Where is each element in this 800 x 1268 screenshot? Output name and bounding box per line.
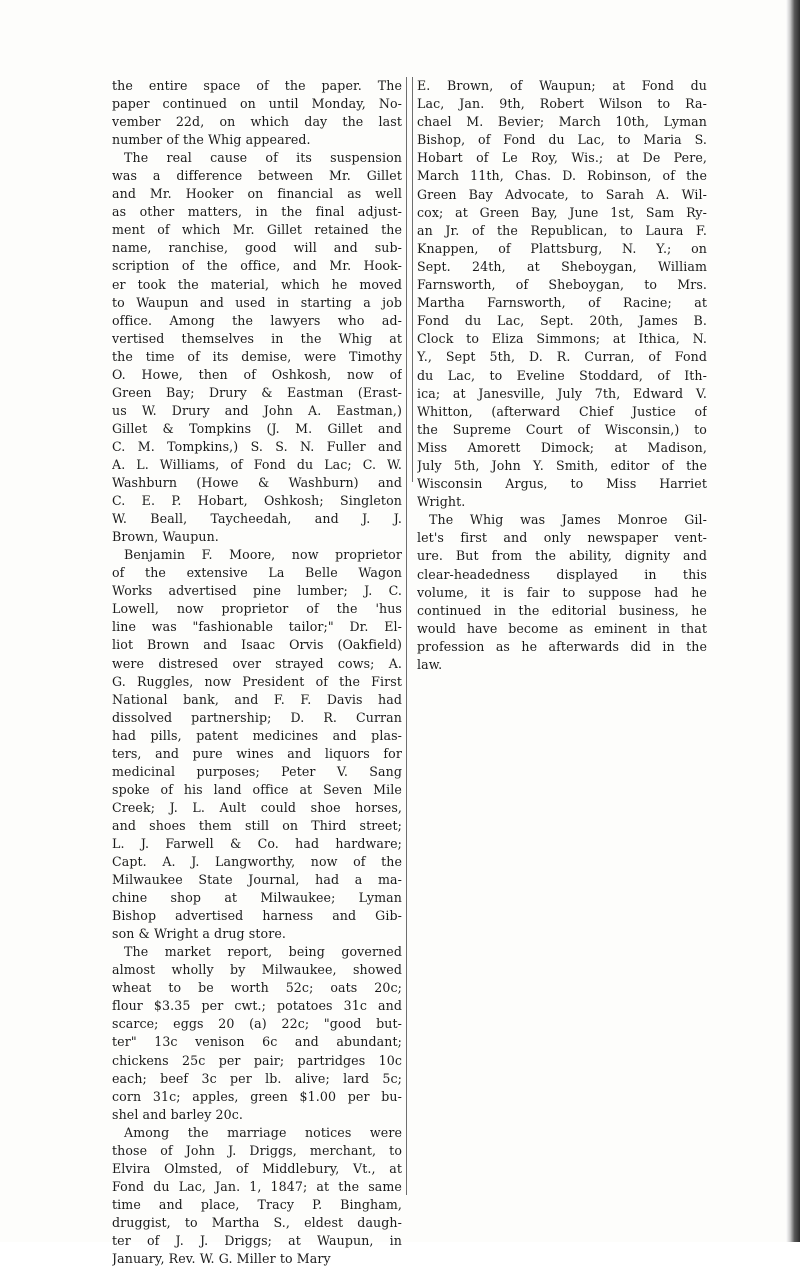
text-line: flour $3.35 per cwt.; potatoes 31c and bbox=[112, 998, 402, 1014]
text-line: an Jr. of the Republican, to Laura F. bbox=[417, 222, 707, 238]
text-line: Miss Amorett Dimock; at Madison, bbox=[417, 439, 707, 455]
text-line: clear-headedness displayed in this bbox=[417, 566, 707, 582]
text-line: let's first and only newspaper vent- bbox=[417, 530, 707, 546]
text-line: chael M. Bevier; March 10th, Lyman bbox=[417, 114, 707, 130]
left-text-column bbox=[112, 77, 407, 1267]
text-line: and shoes them still on Third street; bbox=[112, 817, 402, 833]
text-line: Green Bay; Drury & Eastman (Erast- bbox=[112, 384, 402, 400]
paragraph bbox=[112, 77, 402, 149]
text-line: O. Howe, then of Oshkosh, now of bbox=[112, 366, 402, 382]
text-line: March 11th, Chas. D. Robinson, of the bbox=[417, 168, 707, 184]
text-line: January, Rev. W. G. Miller to Mary bbox=[112, 1251, 331, 1267]
text-line: office. Among the lawyers who ad- bbox=[112, 312, 402, 328]
text-line: had pills, patent medicines and plas- bbox=[112, 727, 402, 743]
text-line: Farnsworth, of Sheboygan, to Mrs. bbox=[417, 277, 707, 293]
text-line: July 5th, John Y. Smith, editor of the bbox=[417, 457, 707, 473]
text-line: Bishop advertised harness and Gib- bbox=[112, 908, 402, 924]
text-line: profession as he afterwards did in the bbox=[417, 638, 707, 654]
text-line: and Mr. Hooker on financial as well bbox=[112, 186, 402, 202]
text-line: scarce; eggs 20 (a) 22c; "good but- bbox=[112, 1016, 402, 1032]
text-line: to Waupun and used in starting a job bbox=[112, 294, 402, 310]
text-line: C. M. Tompkins,) S. S. N. Fuller and bbox=[112, 438, 402, 454]
text-line: was a difference between Mr. Gillet bbox=[112, 168, 402, 184]
text-line: Benjamin F. Moore, now proprietor bbox=[124, 547, 402, 563]
text-line: medicinal purposes; Peter V. Sang bbox=[112, 763, 402, 779]
text-line: Wright. bbox=[417, 494, 466, 510]
text-line: G. Ruggles, now President of the First bbox=[112, 673, 402, 689]
text-line: ment of which Mr. Gillet retained the bbox=[112, 222, 402, 238]
text-line: L. J. Farwell & Co. had hardware; bbox=[112, 835, 402, 851]
text-line: Brown, Waupun. bbox=[112, 529, 219, 545]
text-line: cox; at Green Bay, June 1st, Sam Ry- bbox=[417, 204, 707, 220]
text-line: ica; at Janesville, July 7th, Edward V. bbox=[417, 385, 707, 401]
text-line: line was "fashionable tailor;" Dr. El- bbox=[112, 619, 402, 635]
text-line: ter" 13c venison 6c and abundant; bbox=[112, 1034, 402, 1050]
page-edge-shadow bbox=[786, 0, 800, 1242]
paragraph bbox=[112, 1124, 402, 1268]
text-line: vember 22d, on which day the last bbox=[112, 114, 402, 130]
text-line: Lowell, now proprietor of the 'hus bbox=[112, 601, 402, 617]
paragraph bbox=[417, 77, 707, 511]
text-line: Whitton, (afterward Chief Justice of bbox=[417, 403, 707, 419]
text-line: Works advertised pine lumber; J. C. bbox=[112, 583, 402, 599]
text-line: Elvira Olmsted, of Middlebury, Vt., at bbox=[112, 1160, 402, 1176]
text-line: liot Brown and Isaac Orvis (Oakfield) bbox=[112, 637, 402, 653]
text-line: the entire space of the paper. The bbox=[112, 78, 402, 93]
text-line: E. Brown, of Waupun; at Fond du bbox=[417, 78, 707, 93]
text-line: Martha Farnsworth, of Racine; at bbox=[417, 295, 707, 311]
text-line: the Supreme Court of Wisconsin,) to bbox=[417, 421, 707, 437]
paragraph bbox=[417, 511, 707, 674]
text-line: vertised themselves in the Whig at bbox=[112, 330, 402, 346]
text-line: shel and barley 20c. bbox=[112, 1106, 244, 1122]
text-line: as other matters, in the final adjust- bbox=[112, 204, 402, 220]
text-line: du Lac, to Eveline Stoddard, of Ith- bbox=[417, 367, 707, 383]
text-line: number of the Whig appeared. bbox=[112, 132, 311, 148]
text-line: Gillet & Tompkins (J. M. Gillet and bbox=[112, 420, 402, 436]
text-line: scription of the office, and Mr. Hook- bbox=[112, 258, 402, 274]
text-line: Fond du Lac, Sept. 20th, James B. bbox=[417, 313, 707, 329]
text-line: continued in the editorial business, he bbox=[417, 602, 707, 618]
text-line: A. L. Williams, of Fond du Lac; C. W. bbox=[112, 456, 402, 472]
text-line: ure. But from the ability, dignity and bbox=[417, 548, 707, 564]
text-line: W. Beall, Taycheedah, and J. J. bbox=[112, 511, 402, 527]
paragraph bbox=[112, 149, 402, 546]
text-line: Hobart of Le Roy, Wis.; at De Pere, bbox=[417, 150, 707, 166]
text-line: er took the material, which he moved bbox=[112, 276, 402, 292]
text-line: law. bbox=[417, 657, 443, 672]
text-line: C. E. P. Hobart, Oshkosh; Singleton bbox=[112, 493, 402, 509]
right-text-column bbox=[412, 77, 707, 672]
text-line: dissolved partnership; D. R. Curran bbox=[112, 709, 402, 725]
text-line: Green Bay Advocate, to Sarah A. Wil- bbox=[417, 186, 707, 202]
text-line: Washburn (Howe & Washburn) and bbox=[112, 475, 402, 491]
text-line: spoke of his land office at Seven Mile bbox=[112, 781, 402, 797]
text-line: Clock to Eliza Simmons; at Ithica, N. bbox=[417, 331, 707, 347]
text-line: were distresed over strayed cows; A. bbox=[112, 655, 402, 671]
text-line: Fond du Lac, Jan. 1, 1847; at the same bbox=[112, 1178, 402, 1194]
text-line: Among the marriage notices were bbox=[124, 1124, 402, 1140]
text-line: name, ranchise, good will and sub- bbox=[112, 240, 402, 256]
text-line: those of John J. Driggs, merchant, to bbox=[112, 1142, 402, 1158]
text-line: paper continued on until Monday, No- bbox=[112, 96, 402, 112]
text-line: Sept. 24th, at Sheboygan, William bbox=[417, 258, 707, 274]
text-line: us W. Drury and John A. Eastman,) bbox=[112, 402, 402, 418]
text-line: each; beef 3c per lb. alive; lard 5c; bbox=[112, 1070, 402, 1086]
text-line: The Whig was James Monroe Gil- bbox=[429, 512, 707, 528]
text-line: Creek; J. L. Ault could shoe horses, bbox=[112, 799, 402, 815]
text-line: chine shop at Milwaukee; Lyman bbox=[112, 890, 402, 906]
text-line: chickens 25c per pair; partridges 10c bbox=[112, 1052, 402, 1068]
text-line: ter of J. J. Driggs; at Waupun, in bbox=[112, 1233, 402, 1248]
text-line: almost wholly by Milwaukee, showed bbox=[112, 962, 402, 978]
text-line: The real cause of its suspension bbox=[124, 150, 402, 166]
text-line: Bishop, of Fond du Lac, to Maria S. bbox=[417, 132, 707, 148]
text-line: The market report, being governed bbox=[124, 944, 402, 960]
text-line: Milwaukee State Journal, had a ma- bbox=[112, 872, 402, 888]
text-line: druggist, to Martha S., eldest daugh- bbox=[112, 1214, 402, 1230]
text-line: volume, it is fair to suppose had he bbox=[417, 584, 707, 600]
text-line: wheat to be worth 52c; oats 20c; bbox=[112, 980, 402, 996]
paragraph bbox=[112, 546, 402, 943]
text-line: Knappen, of Plattsburg, N. Y.; on bbox=[417, 240, 707, 256]
text-line: of the extensive La Belle Wagon bbox=[112, 565, 402, 581]
text-line: time and place, Tracy P. Bingham, bbox=[112, 1196, 402, 1212]
text-line: son & Wright a drug store. bbox=[112, 926, 286, 942]
paragraph bbox=[112, 943, 402, 1123]
text-line: Lac, Jan. 9th, Robert Wilson to Ra- bbox=[417, 96, 707, 112]
text-line: the time of its demise, were Timothy bbox=[112, 348, 402, 364]
text-line: Wisconsin Argus, to Miss Harriet bbox=[417, 476, 707, 492]
text-line: ters, and pure wines and liquors for bbox=[112, 745, 402, 761]
text-line: Capt. A. J. Langworthy, now of the bbox=[112, 854, 402, 870]
text-line: Y., Sept 5th, D. R. Curran, of Fond bbox=[417, 349, 707, 365]
text-line: corn 31c; apples, green $1.00 per bu- bbox=[112, 1088, 402, 1104]
text-line: would have become as eminent in that bbox=[417, 620, 707, 636]
text-line: National bank, and F. F. Davis had bbox=[112, 691, 402, 707]
